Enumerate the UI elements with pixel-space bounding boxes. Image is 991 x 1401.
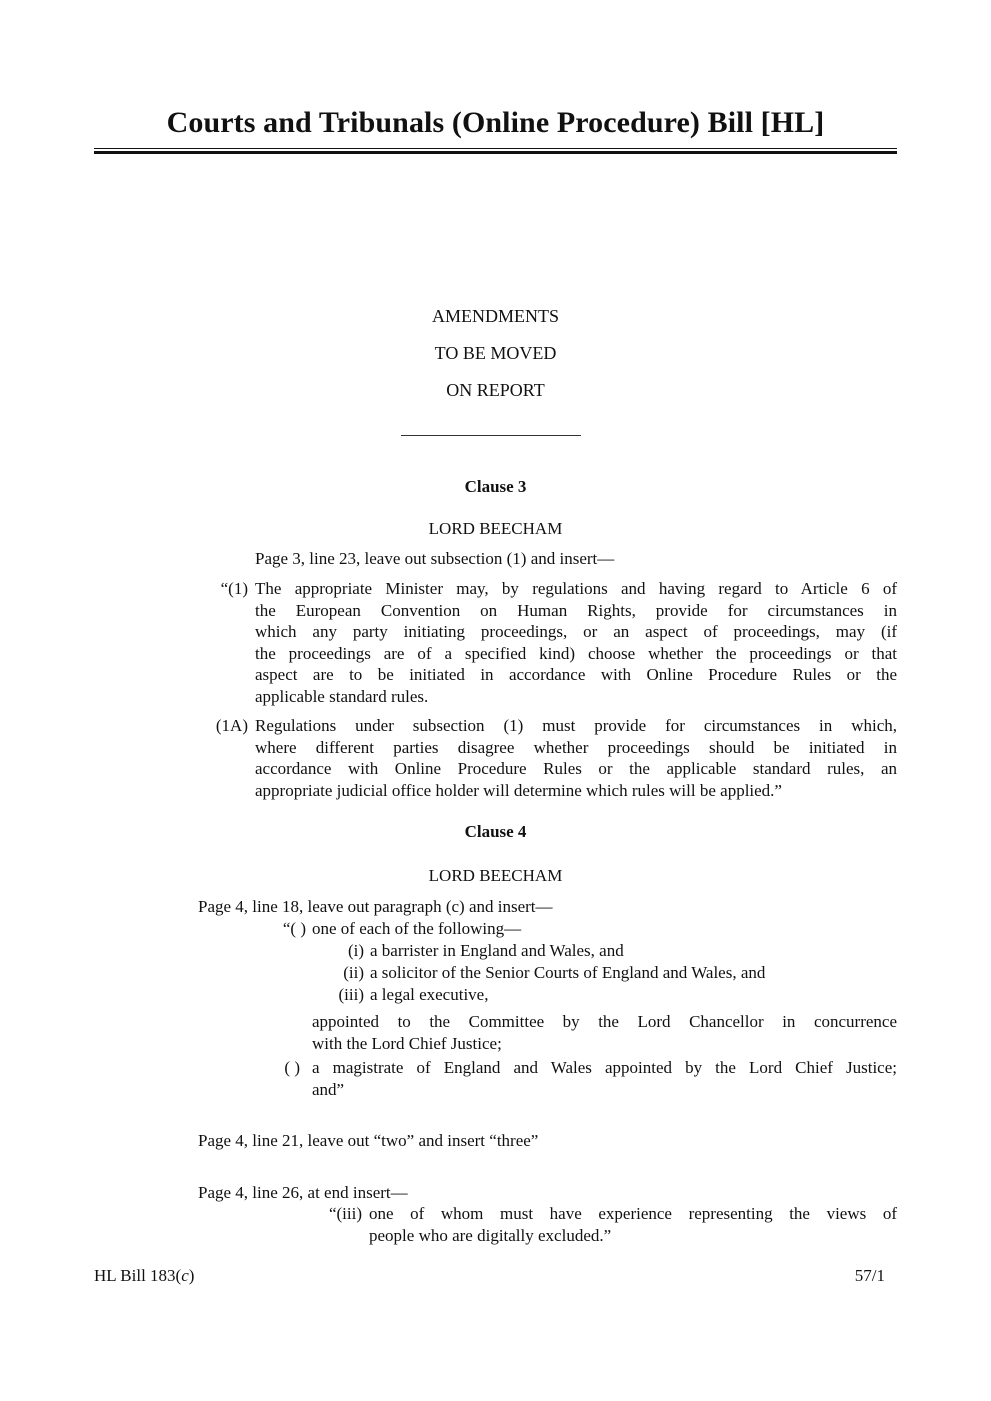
insert-text <box>369 1203 897 1246</box>
text-line: The appropriate Minister may, by regulations and having regard to Article 6 of <box>255 579 897 598</box>
clause-heading: Clause 3 <box>464 477 527 496</box>
text-line: with the Lord Chief Justice; <box>312 1033 502 1053</box>
item-number: (iii) <box>338 985 364 1004</box>
bill-ref-prefix: HL Bill 183( <box>94 1266 182 1285</box>
heading-to-be-moved: TO BE MOVED <box>434 343 557 363</box>
text-line: the European Convention on Human Rights, provide for circumstances in <box>255 600 897 620</box>
text-line: appropriate judicial office holder will determine which rules will be applied.” <box>255 780 782 800</box>
amendment-instruction: Page 4, line 21, leave out “two” and insert “three” <box>198 1131 539 1150</box>
text-line: aspect are to be initiated in accordance with Online Procedure Rules or the <box>255 665 897 684</box>
title-rule-thin <box>94 148 897 149</box>
paragraph-text: one of each of the following— <box>312 919 522 938</box>
member-name: LORD BEECHAM <box>428 866 563 885</box>
text-line: one of whom must have experience representing the views of <box>369 1204 897 1223</box>
item-number: (ii) <box>343 963 364 982</box>
bill-ref-suffix: ) <box>188 1266 195 1285</box>
text-line: and” <box>312 1079 345 1099</box>
bill-title: Courts and Tribunals (Online Procedure) Bill [HL] <box>166 106 825 139</box>
text-line: Regulations under subsection (1) must provide for circumstances in which, <box>255 716 897 735</box>
text-line: appointed to the Committee by the Lord Chancellor in concurrence <box>312 1012 897 1031</box>
text-line: people who are digitally excluded.” <box>369 1225 612 1245</box>
clause-heading: Clause 4 <box>464 822 527 841</box>
subsection-number: “(1) <box>220 579 248 598</box>
item-number: (i) <box>347 941 364 960</box>
amendment-instruction: Page 4, line 18, leave out paragraph (c) and insert— <box>198 897 553 916</box>
text-line: which any party initiating proceedings, or an aspect of proceedings, may (if <box>255 622 897 641</box>
paragraph-number: “( ) <box>282 919 306 938</box>
subsection-text <box>255 578 897 707</box>
text-line: a magistrate of England and Wales appointed by the Lord Chief Justice; <box>312 1058 897 1077</box>
text-line: applicable standard rules. <box>255 686 429 706</box>
heading-divider <box>401 435 581 436</box>
subsection-text <box>255 715 897 801</box>
page-reference: 57/1 <box>854 1266 885 1285</box>
paragraph-tail <box>312 1011 897 1054</box>
text-line: the proceedings are of a specified kind) choose whether the proceedings or that <box>255 643 897 663</box>
member-name: LORD BEECHAM <box>428 519 563 538</box>
item-text: a barrister in England and Wales, and <box>370 941 624 960</box>
item-text: a solicitor of the Senior Courts of England and Wales, and <box>370 963 766 982</box>
amendment-instruction: Page 4, line 26, at end insert— <box>198 1183 408 1202</box>
heading-amendments: AMENDMENTS <box>431 306 559 326</box>
subsection-number: (1A) <box>215 716 248 735</box>
paragraph-number: ( ) <box>284 1058 300 1077</box>
amendment-instruction: Page 3, line 23, leave out subsection (1) and insert— <box>255 549 615 568</box>
bill-ref-italic: c <box>181 1266 189 1285</box>
bill-reference <box>94 1265 194 1287</box>
title-rule-thick <box>94 151 897 154</box>
heading-on-report: ON REPORT <box>446 380 545 400</box>
item-text: a legal executive, <box>370 985 489 1004</box>
text-line: accordance with Online Procedure Rules or the applicable standard rules, an <box>255 759 897 778</box>
text-line: where different parties disagree whether proceedings should be initiated in <box>255 737 897 757</box>
paragraph-text <box>312 1057 897 1100</box>
insert-number: “(iii) <box>328 1204 362 1223</box>
